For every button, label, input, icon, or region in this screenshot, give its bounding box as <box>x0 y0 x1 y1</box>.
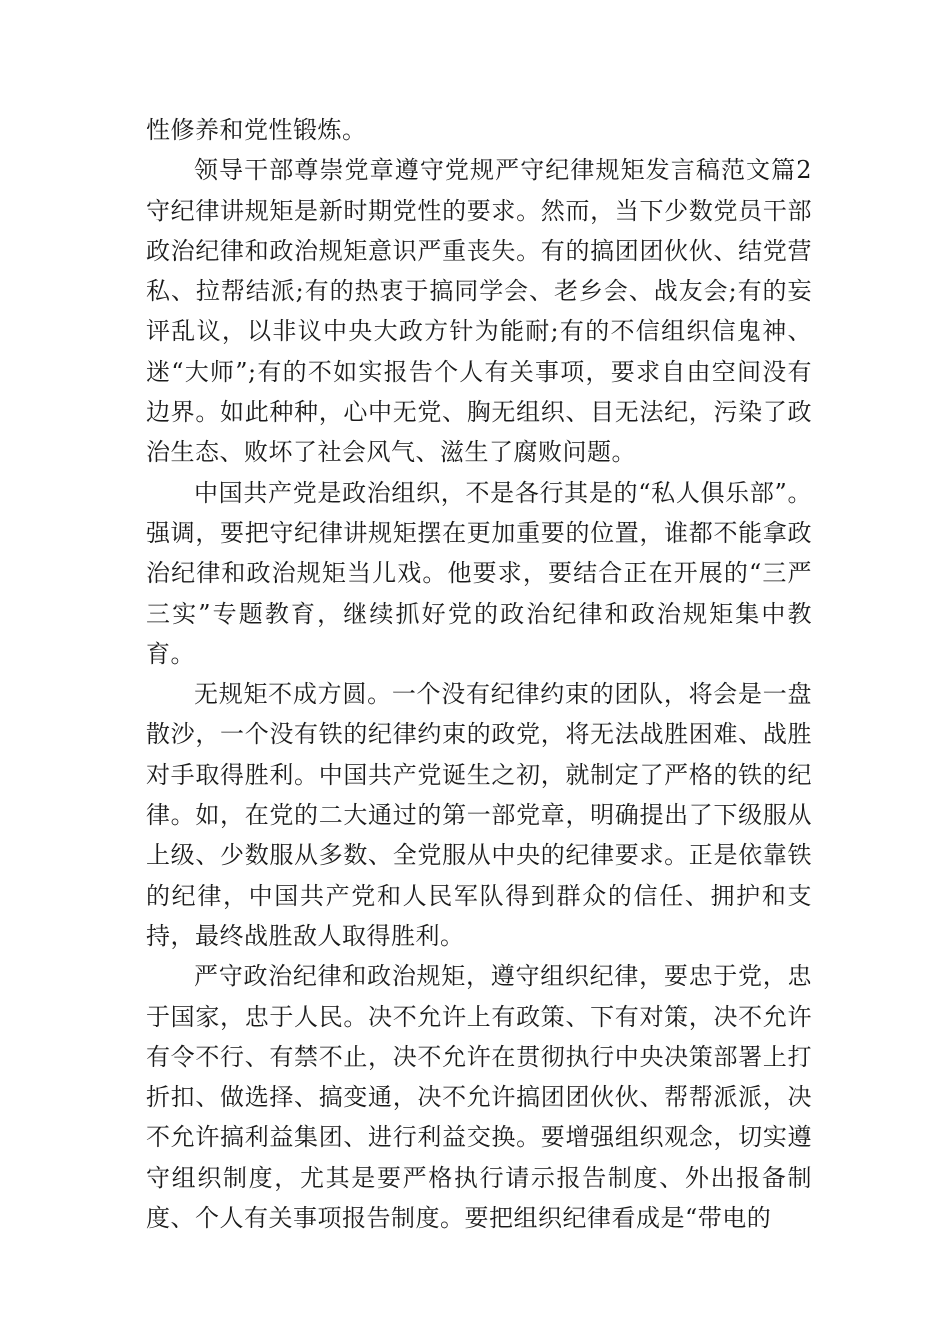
paragraph-rules-discipline: 无规矩不成方圆。一个没有纪律约束的团队，将会是一盘散沙，一个没有铁的纪律约束的政党，将无法战胜困难、战胜对手取得胜利。中国共产党诞生之初，就制定了严格的铁的纪律。如，在党的二大通过的第一部党章，明确提出了下级服从上级、少数服从多数、全党服从中央的纪律要求。正是依靠铁的纪律，中国共产党和人民军队得到群众的信任、拥护和支持，最终战胜敌人取得胜利。 <box>146 680 812 950</box>
paragraph-strict-compliance: 严守政治纪律和政治规矩，遵守组织纪律，要忠于党，忠于国家，忠于人民。决不允许上有政策、下有对策，决不允许有令不行、有禁不止，决不允许在贯彻执行中央决策部署上打折扣、做选择、搞变通，决不允许搞团团伙伙、帮帮派派，决不允许搞利益集团、进行利益交换。要增强组织观念，切实遵守组织制度，尤其是要严格执行请示报告制度、外出报备制度、个人有关事项报告制度。要把组织纪律看成是“带电的 <box>146 962 812 1233</box>
paragraph-political-organization: 中国共产党是政治组织，不是各行其是的“私人俱乐部”。强调，要把守纪律讲规矩摆在更加重要的位置，谁都不能拿政治纪律和政治规矩当儿戏。他要求，要结合正在开展的“三严三实”专题教育，继续抓好党的政治纪律和政治规矩集中教育。 <box>146 478 812 668</box>
document-body <box>146 110 812 1238</box>
paragraph-continuation: 性修养和党性锻炼。 <box>146 116 367 144</box>
paragraph-speech-intro: 领导干部尊崇党章遵守党规严守纪律规矩发言稿范文篇2守纪律讲规矩是新时期党性的要求。然而，当下少数党员干部政治纪律和政治规矩意识严重丧失。有的搞团团伙伙、结党营私、拉帮结派;有的热衷于搞同学会、老乡会、战友会;有的妄评乱议，以非议中央大政方针为能耐;有的不信组织信鬼神、迷“大师”;有的不如实报告个人有关事项，要求自由空间没有边界。如此种种，心中无党、胸无组织、目无法纪，污染了政治生态、败坏了社会风气、滋生了腐败问题。 <box>146 156 812 467</box>
